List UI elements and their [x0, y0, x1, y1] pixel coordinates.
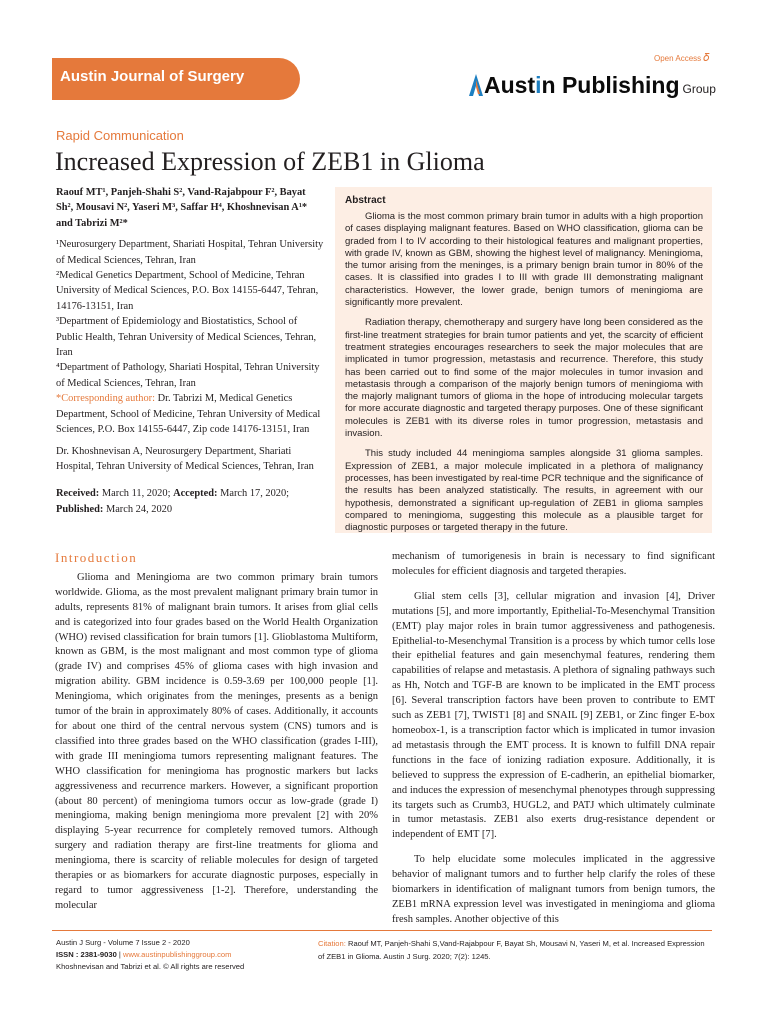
- open-access-text: Open Access: [654, 54, 702, 63]
- abstract-paragraph: Glioma is the most common primary brain tumor in adults with a high proportion of cases displaying malignant features. Based on WHO classification, glioma can be graded from I to IV according to their histological features and malignant properties, with grade IV, known as GBM, showing the highest level of malignancy. Meningioma, the tumor arising from the meninges, is a primary benign brain tumor in 80% of the cases. It is classified into grades I to III with grade III demonstrating malignant characteristics. However, the lower grade, benign tumors of meningioma are significantly more prevalent.: [345, 211, 703, 309]
- abstract-text: [345, 211, 703, 542]
- corresponding-author-2: Dr. Khoshnevisan A, Neurosurgery Department, Shariati Hospital, Tehran University of Medical Sciences, Tehran, Iran: [56, 445, 314, 472]
- affiliation-4: ⁴Department of Pathology, Shariati Hospital, Tehran University of Medical Sciences, Tehran, Iran: [56, 362, 320, 389]
- article-title: Increased Expression of ZEB1 in Glioma: [55, 147, 485, 176]
- body-paragraph: To help elucidate some molecules implicated in the aggressive behavior of malignant tumors and to further help clarify the roles of these biomarkers in identification of malignant tumors from benign tumors, the ZEB1 mRNA expression level was investigated in meningioma and glioma fresh samples. Another objective of this: [392, 854, 715, 925]
- corresponding-text: Dr. Tabrizi M, Medical Genetics Department, School of Medicine, Tehran University of Medical Sciences, P.O. Box 14155-6447, Zip code 14176-13151, Iran: [56, 393, 321, 436]
- author-list: Raouf MT¹, Panjeh-Shahi S², Vand-Rajabpour F², Bayat Sh², Mousavi N², Yaseri M³, Saffar H⁴, Khoshnevisan A¹* and Tabrizi M²*: [56, 187, 308, 229]
- footer-info: [56, 937, 244, 973]
- publisher-logo: [468, 72, 716, 99]
- publisher-name: Austin Publishing: [484, 72, 680, 98]
- publisher-url-link[interactable]: www.austinpublishinggroup.com: [123, 950, 232, 959]
- author-info: [56, 185, 324, 523]
- open-access-label: [654, 52, 709, 65]
- open-lock-icon: 𝛿: [703, 52, 710, 64]
- journal-title: Austin Journal of Surgery: [60, 68, 245, 85]
- publisher-group: Group: [682, 82, 716, 96]
- citation-label: Citation:: [318, 939, 346, 948]
- footer-divider: [52, 930, 712, 931]
- article-type: Rapid Communication: [56, 128, 184, 143]
- article-dates: Received: March 11, 2020; Accepted: March 17, 2020; Published: March 24, 2020: [56, 488, 290, 515]
- copyright: Khoshnevisan and Tabrizi et al. © All rights are reserved: [56, 962, 245, 971]
- corresponding-label: *Corresponding author:: [56, 393, 155, 405]
- issn-line: ISSN : 2381-9030 | www.austinpublishinggroup.com: [56, 950, 232, 959]
- publisher-logo-icon: [468, 73, 484, 97]
- journal-banner: [52, 58, 300, 100]
- journal-volume: Austin J Surg - Volume 7 Issue 2 - 2020: [56, 938, 190, 947]
- affiliation-1: ¹Neurosurgery Department, Shariati Hospital, Tehran University of Medical Sciences, Tehran, Iran: [56, 239, 324, 266]
- body-paragraph: mechanism of tumorigenesis in brain is necessary to find significant molecules for efficient diagnosis and targeted therapies.: [392, 551, 715, 577]
- body-paragraph: Glioma and Meningioma are two common primary brain tumors worldwide. Glioma, as the most prevalent malignant primary brain tumor in adults, represents 81% of malignant brain tumors. It arises from glial cells and is categorized into four grades based on the World Health Organization (WHO) revised classification for brain tumors [1]. Glioblastoma Multiform, known as GBM, is the most malignant and most common type of glioma (grade IV) and comprises 45% of glioma cases with high invasion and migration ability. GBM incidence is 0.59-3.69 per 100,000 people [1]. Meningioma, which originates from the meninges, presents as a benign tumor of the brain in approximately 80% of cases. Additionally, it accounts for about one third of the central nervous system (CNS) tumors and is classified into three grades based on the WHO classification (grades I-III), with grade III meningioma tumors representing malignant features. The WHO classification for meningioma has prognostic markers but lacks aggressiveness and recurrence markers. However, a significant proportion (about 80 percent) of meningioma tumors occur as low-grade (grade I) meningioma, making benign meningioma more prevalent [2] with 20% displaying 5-year recurrence for completely removed tumors. Although surgery and radiation therapy are first-line treatments for glioma and meningioma, there is scarcity of reliable molecules for design of targeted therapies or as biomarkers for accurate diagnostic purposes, especially in regard to tumor aggressiveness [1-2]. Therefore, understanding the molecular: [55, 571, 378, 911]
- corresponding-author: [56, 391, 324, 437]
- body-column-right: [392, 550, 715, 938]
- citation: [318, 937, 712, 963]
- abstract-heading: Abstract: [345, 195, 386, 206]
- abstract-paragraph: This study included 44 meningioma samples alongside 31 glioma samples. Expression of ZEB1, a major molecule implicated in a plethora of malignancy processes, has been investigated by real-time PCR technique and the significance of the results has been analyzed statistically. The results, in agreement with our hypothesis, demonstrated a significant up-regulation of ZEB1 in glioma samples compared to meningioma, suggesting this molecule as a plausible target for diagnostic purposes or targeted therapy in the future.: [345, 448, 703, 534]
- affiliation-2: ²Medical Genetics Department, School of Medicine, Tehran University of Medical Sciences, P.O. Box 14155-6447, Tehran, 14176-13151, Iran: [56, 270, 319, 312]
- affiliation-3: ³Department of Epidemiology and Biostatistics, School of Public Health, Tehran University of Medical Sciences, Tehran, Iran: [56, 316, 317, 359]
- citation-text: Raouf MT, Panjeh-Shahi S,Vand-Rajabpour F, Bayat Sh, Mousavi N, Yaseri M, et al. Increased Expression of ZEB1 in Glioma. Austin J Surg. 2020; 7(2): 1245.: [318, 939, 705, 961]
- abstract-paragraph: Radiation therapy, chemotherapy and surgery have long been considered as the first-line treatment strategies for brain tumor patients and yet, the scarcity of efficient treatment strategies encourages researchers to seek the major molecules that are implicated in tumor progression, metastasis and recurrence. Therefore, this study has been carried out to find some of the major molecules in tumor invasion and metastasis through a comparison of the majorly benign tumors of meningioma with the majorly malignant tumors of glioma in the hope of introducing molecular targets for more accurate diagnostic and targeted therapy purposes. One of these significant molecules is ZEB1 with its diverse roles in tumor progression, metastasis and invasion.: [345, 317, 703, 440]
- section-heading-introduction: Introduction: [55, 550, 138, 565]
- body-column-left: [55, 551, 378, 924]
- body-paragraph: Glial stem cells [3], cellular migration and invasion [4], Driver mutations [5], and more importantly, Epithelial-To-Mesenchymal Transition (EMT) play major roles in brain tumor aggressiveness and pathogenesis. Epithelial-to-Mesenchymal Transition is a process by which tumor cells lose their epithelial features and gain mesenchymal features, rendering them capabilities of relapse and metastasis. A plethora of signaling pathways such as Hh, Notch and TGF-B are known to be implicated in the EMT process [6]. Several transcription factors have been proven to contribute to EMT such as ZEB1 [7], TWIST1 [8] and SNAIL [9] ZEB1, or Zinc finger E-box homeobox-1, is a transcription factor which is implicated in tumor invasion ad metastasis through the EMT process. It is known to fulfill DNA repair functions in the face of ionizing radiation exposure. Additionally, it is believed to suppress the expression of E-cadherin, an epithelial biomarker, and induces the expression of mesenchymal phenotypes through suppressing its targets such as Crumb3, HUGL2, and PATJ which ultimately culminate in tumor metastasis. ZEB1 also exerts drug-resistance dependent or independent of EMT [7].: [392, 590, 715, 841]
- abstract-box: [335, 187, 712, 533]
